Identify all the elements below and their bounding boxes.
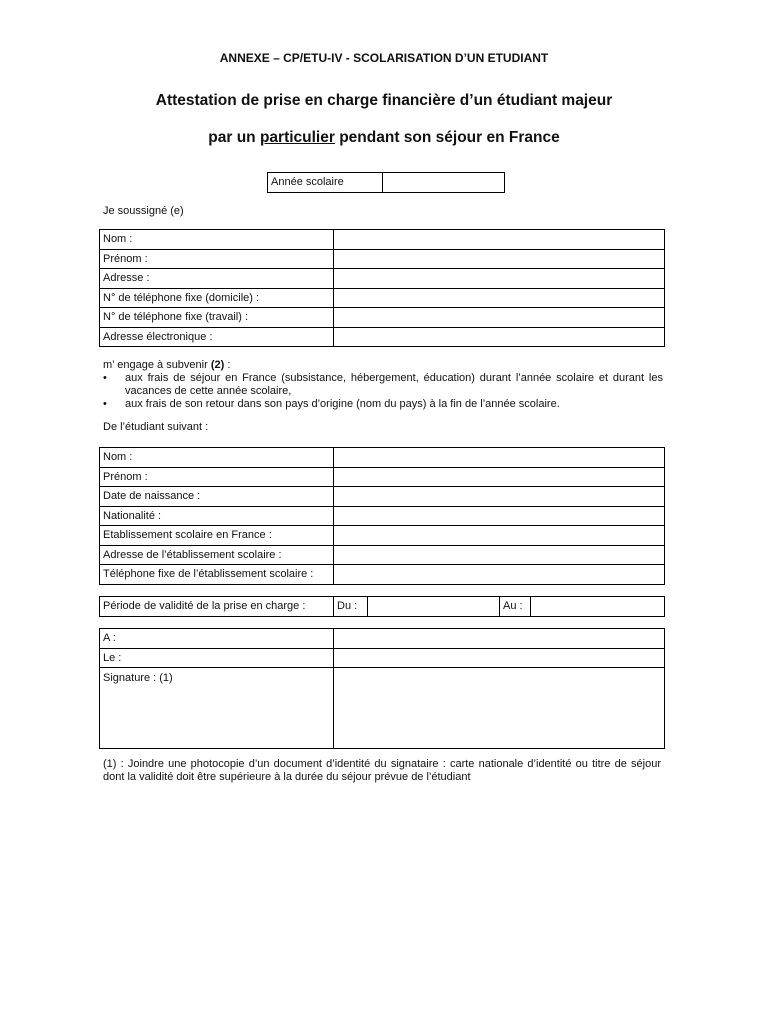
signature-field[interactable] bbox=[334, 668, 665, 749]
lieu-date-signature-table bbox=[99, 628, 665, 749]
table-row bbox=[100, 487, 665, 507]
table-row bbox=[100, 467, 665, 487]
periode-du-field[interactable] bbox=[368, 597, 500, 617]
soussigne-tel-domicile-label: N° de téléphone fixe (domicile) : bbox=[100, 288, 334, 308]
soussigne-intro: Je soussigné (e) bbox=[103, 205, 184, 217]
annee-scolaire-field[interactable] bbox=[383, 173, 505, 193]
soussigne-adresse-field[interactable] bbox=[334, 269, 665, 289]
table-row bbox=[100, 545, 665, 565]
lieu-label: A : bbox=[100, 629, 334, 649]
table-row bbox=[100, 327, 665, 347]
annee-scolaire-label: Année scolaire bbox=[268, 173, 383, 193]
etudiant-nom-field[interactable] bbox=[334, 448, 665, 468]
periode-au-label: Au : bbox=[500, 597, 531, 617]
soussigne-email-field[interactable] bbox=[334, 327, 665, 347]
periode-au-field[interactable] bbox=[531, 597, 665, 617]
etudiant-naissance-label: Date de naissance : bbox=[100, 487, 334, 507]
table-row bbox=[100, 288, 665, 308]
table-row bbox=[100, 249, 665, 269]
etudiant-tel-etab-field[interactable] bbox=[334, 565, 665, 585]
annee-scolaire-table bbox=[267, 172, 505, 193]
etudiant-table bbox=[99, 447, 665, 585]
etudiant-etablissement-label: Etablissement scolaire en France : bbox=[100, 526, 334, 546]
signature-label: Signature : (1) bbox=[100, 668, 334, 749]
etudiant-tel-etab-label: Téléphone fixe de l’établissement scolaire : bbox=[100, 565, 334, 585]
table-row bbox=[100, 230, 665, 250]
etudiant-nationalite-field[interactable] bbox=[334, 506, 665, 526]
title-line-2-start: par un bbox=[208, 129, 260, 146]
table-row bbox=[100, 648, 665, 668]
soussigne-tel-domicile-field[interactable] bbox=[334, 288, 665, 308]
periode-table bbox=[99, 596, 665, 617]
annexe-heading: ANNEXE – CP/ETU-IV - SCOLARISATION D’UN ETUDIANT bbox=[219, 51, 549, 65]
list-item: • aux frais de son retour dans son pays d’origine (nom du pays) à la fin de l’année scolaire. bbox=[103, 398, 663, 411]
soussigne-prenom-label: Prénom : bbox=[100, 249, 334, 269]
table-row bbox=[100, 597, 665, 617]
etudiant-intro: De l’étudiant suivant : bbox=[103, 421, 209, 433]
etudiant-adresse-etab-field[interactable] bbox=[334, 545, 665, 565]
date-label: Le : bbox=[100, 648, 334, 668]
soussigne-tel-travail-label: N° de téléphone fixe (travail) : bbox=[100, 308, 334, 328]
soussigne-tel-travail-field[interactable] bbox=[334, 308, 665, 328]
document-title-line-1: Attestation de prise en charge financière d’un étudiant majeur bbox=[155, 92, 613, 109]
engagement-intro bbox=[103, 359, 230, 371]
soussigne-adresse-label: Adresse : bbox=[100, 269, 334, 289]
etudiant-etablissement-field[interactable] bbox=[334, 526, 665, 546]
etudiant-naissance-field[interactable] bbox=[334, 487, 665, 507]
soussigne-table bbox=[99, 229, 665, 347]
engagement-list bbox=[103, 372, 663, 411]
etudiant-adresse-etab-label: Adresse de l’établissement scolaire : bbox=[100, 545, 334, 565]
footnote: (1) : Joindre une photocopie d’un document d’identité du signataire : carte nationale d’identité ou titre de séjour dont la validité doit être supérieure à la durée du séjour prévue de l’étudiant bbox=[103, 758, 661, 783]
table-row bbox=[268, 173, 505, 193]
engagement-intro-text: m’ engage à subvenir bbox=[103, 359, 211, 371]
engagement-intro-colon: : bbox=[224, 359, 231, 371]
table-row bbox=[100, 526, 665, 546]
soussigne-email-label: Adresse électronique : bbox=[100, 327, 334, 347]
periode-du-label: Du : bbox=[334, 597, 368, 617]
title-underlined-word: particulier bbox=[259, 129, 335, 146]
table-row bbox=[100, 448, 665, 468]
etudiant-nom-label: Nom : bbox=[100, 448, 334, 468]
list-item: • aux frais de séjour en France (subsistance, hébergement, éducation) durant l’année scolaire et durant les vacances de cette année scolaire, bbox=[103, 372, 663, 398]
soussigne-nom-label: Nom : bbox=[100, 230, 334, 250]
soussigne-prenom-field[interactable] bbox=[334, 249, 665, 269]
table-row bbox=[100, 506, 665, 526]
title-line-2-end: pendant son séjour en France bbox=[334, 129, 560, 146]
table-row bbox=[100, 269, 665, 289]
table-row bbox=[100, 668, 665, 749]
document-title-line-2 bbox=[0, 129, 768, 147]
periode-label: Période de validité de la prise en charge : bbox=[100, 597, 334, 617]
soussigne-nom-field[interactable] bbox=[334, 230, 665, 250]
table-row bbox=[100, 308, 665, 328]
table-row bbox=[100, 629, 665, 649]
lieu-field[interactable] bbox=[334, 629, 665, 649]
etudiant-prenom-field[interactable] bbox=[334, 467, 665, 487]
etudiant-nationalite-label: Nationalité : bbox=[100, 506, 334, 526]
table-row bbox=[100, 565, 665, 585]
etudiant-prenom-label: Prénom : bbox=[100, 467, 334, 487]
date-field[interactable] bbox=[334, 648, 665, 668]
engagement-note-ref: (2) bbox=[210, 359, 225, 371]
